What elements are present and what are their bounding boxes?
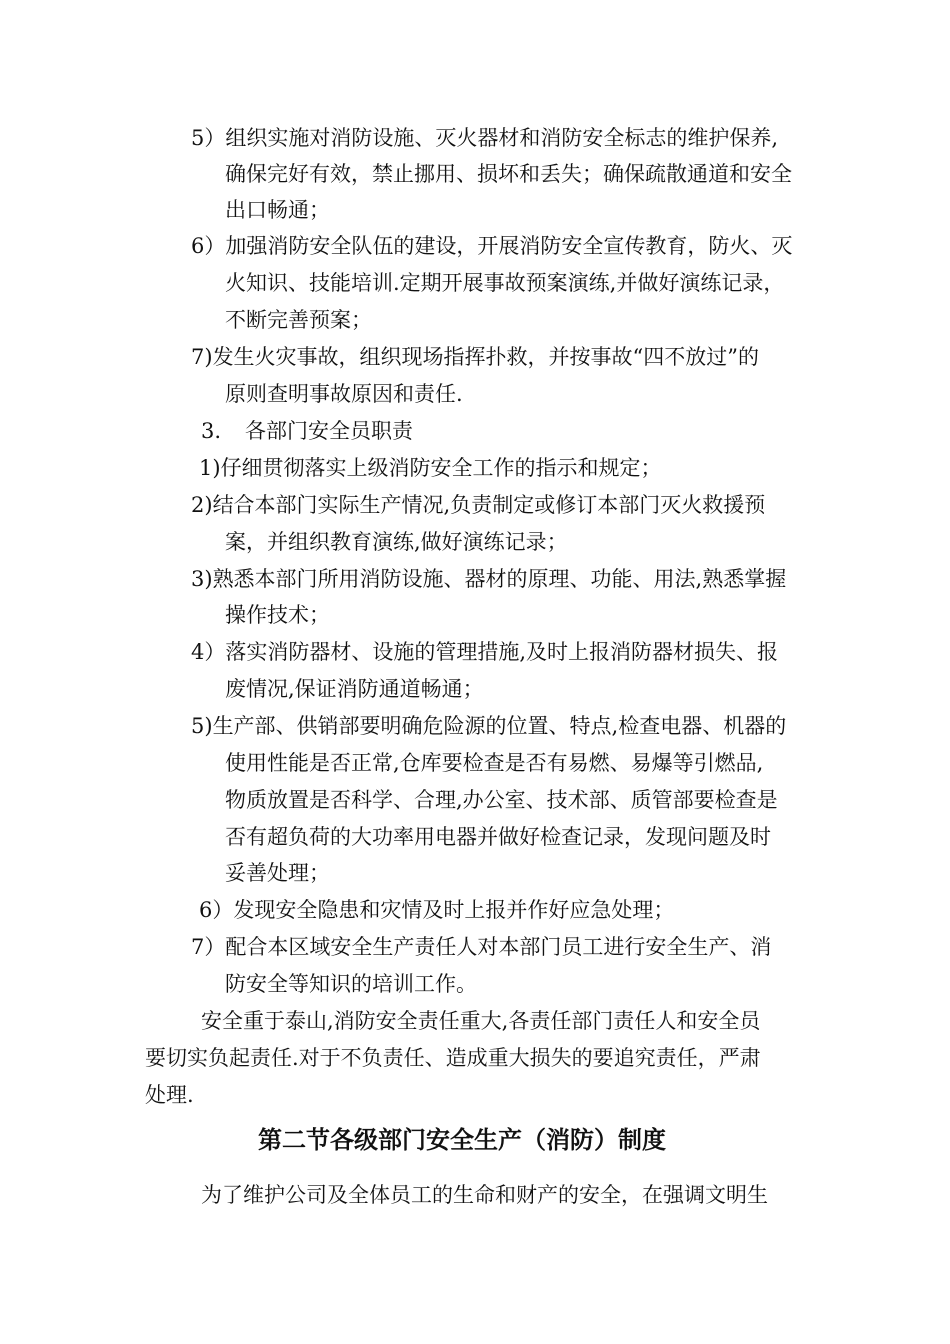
intro-paragraph-line-1: 为了维护公司及全体员工的生命和财产的安全，在强调文明生: [201, 1183, 768, 1207]
dept-item-7-line-2: 防安全等知识的培训工作。: [225, 972, 477, 996]
dept-item-2-line-1: 2)结合本部门实际生产情况,负责制定或修订本部门灭火救援预: [191, 493, 766, 517]
closing-paragraph-line-2: 要切实负起责任.对于不负责任、造成重大损失的要追究责任，严肃: [145, 1046, 761, 1070]
list-item-6-line-3: 不断完善预案；: [225, 308, 372, 332]
dept-item-7-line-1: 7）配合本区域安全生产责任人对本部门员工进行安全生产、消: [191, 935, 772, 959]
list-item-7-line-1: 7)发生火灾事故，组织现场指挥扑救，并按事故“四不放过”的: [191, 345, 760, 369]
dept-item-5-line-1: 5)生产部、供销部要明确危险源的位置、特点,检查电器、机器的: [191, 714, 787, 738]
dept-item-1-line-1: 1)仔细贯彻落实上级消防安全工作的指示和规定；: [199, 456, 662, 480]
list-item-6-line-2: 火知识、技能培训.定期开展事故预案演练,并做好演练记录，: [225, 271, 785, 295]
closing-paragraph-line-3: 处理.: [145, 1083, 194, 1107]
closing-paragraph-line-1: 安全重于泰山,消防安全责任重大,各责任部门责任人和安全员: [201, 1009, 761, 1033]
dept-item-5-line-5: 妥善处理；: [225, 861, 330, 885]
dept-item-5-line-2: 使用性能是否正常,仓库要检查是否有易燃、易爆等引燃品,: [225, 751, 764, 775]
dept-item-3-line-2: 操作技术；: [225, 603, 330, 627]
list-item-7-line-2: 原则查明事故原因和责任.: [225, 382, 463, 406]
list-item-5-line-1: 5）组织实施对消防设施、灭火器材和消防安全标志的维护保养,: [191, 126, 779, 150]
list-item-5-line-2: 确保完好有效，禁止挪用、损坏和丢失；确保疏散通道和安全: [225, 162, 792, 186]
dept-item-5-line-4: 否有超负荷的大功率用电器并做好检查记录，发现问题及时: [225, 825, 771, 849]
list-item-6-line-1: 6）加强消防安全队伍的建设，开展消防安全宣传教育，防火、灭: [191, 234, 793, 258]
section-heading: 第二节各级部门安全生产（消防）制度: [258, 1126, 666, 1154]
dept-item-2-line-2: 案，并组织教育演练,做好演练记录；: [225, 530, 568, 554]
dept-item-3-line-1: 3)熟悉本部门所用消防设施、器材的原理、功能、用法,熟悉掌握: [191, 567, 787, 591]
dept-item-5-line-3: 物质放置是否科学、合理,办公室、技术部、质管部要检查是: [225, 788, 778, 812]
dept-item-4-line-1: 4）落实消防器材、设施的管理措施,及时上报消防器材损失、报: [191, 640, 779, 664]
list-item-5-line-3: 出口畅通；: [225, 198, 330, 222]
section-3-title: 3. 各部门安全员职责: [201, 419, 414, 443]
dept-item-4-line-2: 废情况,保证消防通道畅通；: [225, 677, 484, 701]
dept-item-6-line-1: 6）发现安全隐患和灾情及时上报并作好应急处理；: [199, 898, 675, 922]
